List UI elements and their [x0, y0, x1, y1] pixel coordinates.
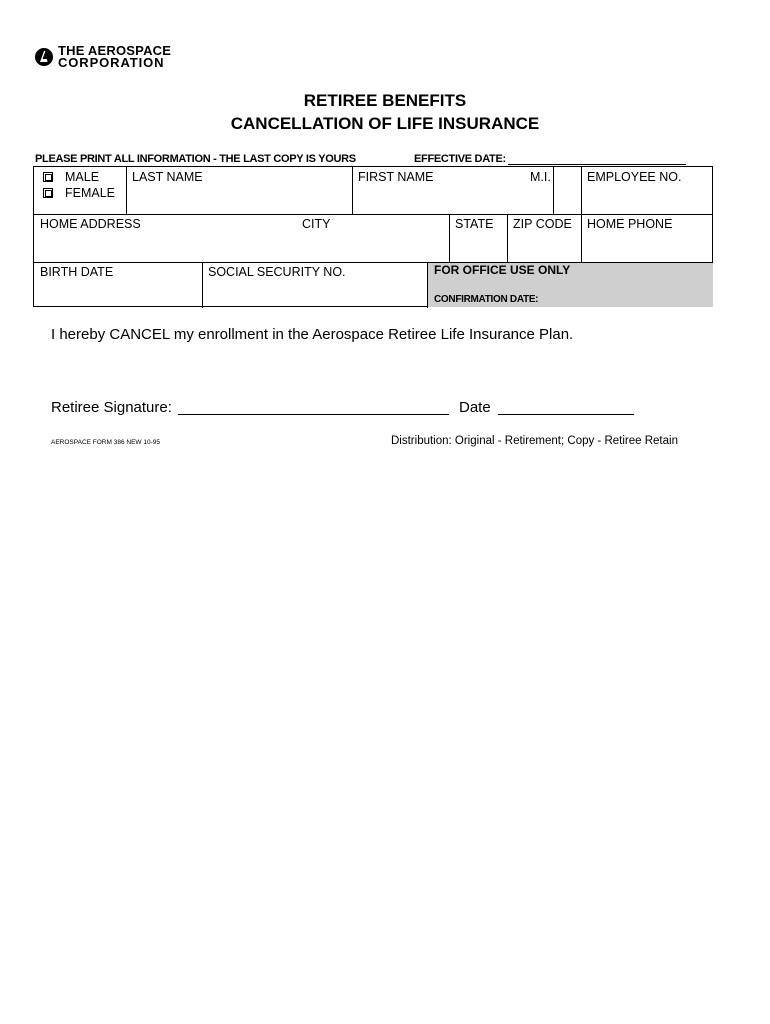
zip-code-label: ZIP CODE [513, 217, 572, 231]
office-use-label: FOR OFFICE USE ONLY [434, 263, 571, 277]
ssn-field[interactable] [202, 262, 427, 308]
home-phone-label: HOME PHONE [587, 217, 673, 231]
first-name-label: FIRST NAME [358, 170, 434, 184]
form-number: AEROSPACE FORM 386 NEW 10-95 [51, 439, 160, 446]
state-label: STATE [455, 217, 494, 231]
birth-date-label: BIRTH DATE [40, 265, 114, 279]
ssn-label: SOCIAL SECURITY NO. [208, 265, 346, 279]
home-address-field[interactable] [34, 214, 449, 262]
employee-no-label: EMPLOYEE NO. [587, 170, 682, 184]
female-label: FEMALE [65, 186, 116, 200]
effective-date-label: EFFECTIVE DATE: [414, 153, 506, 165]
form-title-line-2: CANCELLATION OF LIFE INSURANCE [230, 114, 540, 133]
state-field[interactable] [449, 214, 507, 262]
signature-label: Retiree Signature: [51, 399, 172, 416]
signature-field[interactable] [178, 414, 449, 415]
col-divider [427, 262, 428, 308]
mi-field[interactable] [530, 167, 581, 214]
date-label: Date [459, 399, 491, 416]
print-instructions: PLEASE PRINT ALL INFORMATION - THE LAST COPY IS YOURS [35, 153, 356, 165]
aerospace-logo-icon [34, 47, 54, 67]
logo-line-2: CORPORATION [58, 55, 165, 70]
cancellation-statement: I hereby CANCEL my enrollment in the Aerospace Retiree Life Insurance Plan. [51, 326, 574, 343]
home-address-label: HOME ADDRESS [40, 217, 141, 231]
confirmation-date-label: CONFIRMATION DATE: [434, 294, 539, 305]
city-label: CITY [302, 217, 331, 231]
distribution-note: Distribution: Original - Retirement; Copy - Retiree Retain [391, 435, 678, 447]
home-phone-field[interactable] [581, 214, 713, 262]
zip-code-field[interactable] [507, 214, 581, 262]
logo-line-1: THE AEROSPACE [58, 43, 172, 58]
employee-no-field[interactable] [581, 167, 713, 214]
company-logo [34, 45, 171, 69]
last-name-field[interactable] [126, 167, 352, 214]
female-checkbox[interactable] [43, 188, 53, 198]
male-label: MALE [65, 170, 100, 184]
mi-label: M.I. [530, 170, 551, 184]
first-name-field[interactable] [352, 167, 553, 214]
form-title-line-1: RETIREE BENEFITS [303, 91, 467, 110]
effective-date-field[interactable] [508, 164, 686, 165]
last-name-label: LAST NAME [132, 170, 203, 184]
male-checkbox[interactable] [43, 172, 53, 182]
date-field[interactable] [498, 414, 634, 415]
birth-date-field[interactable] [34, 262, 202, 308]
retiree-info-table [33, 166, 713, 307]
